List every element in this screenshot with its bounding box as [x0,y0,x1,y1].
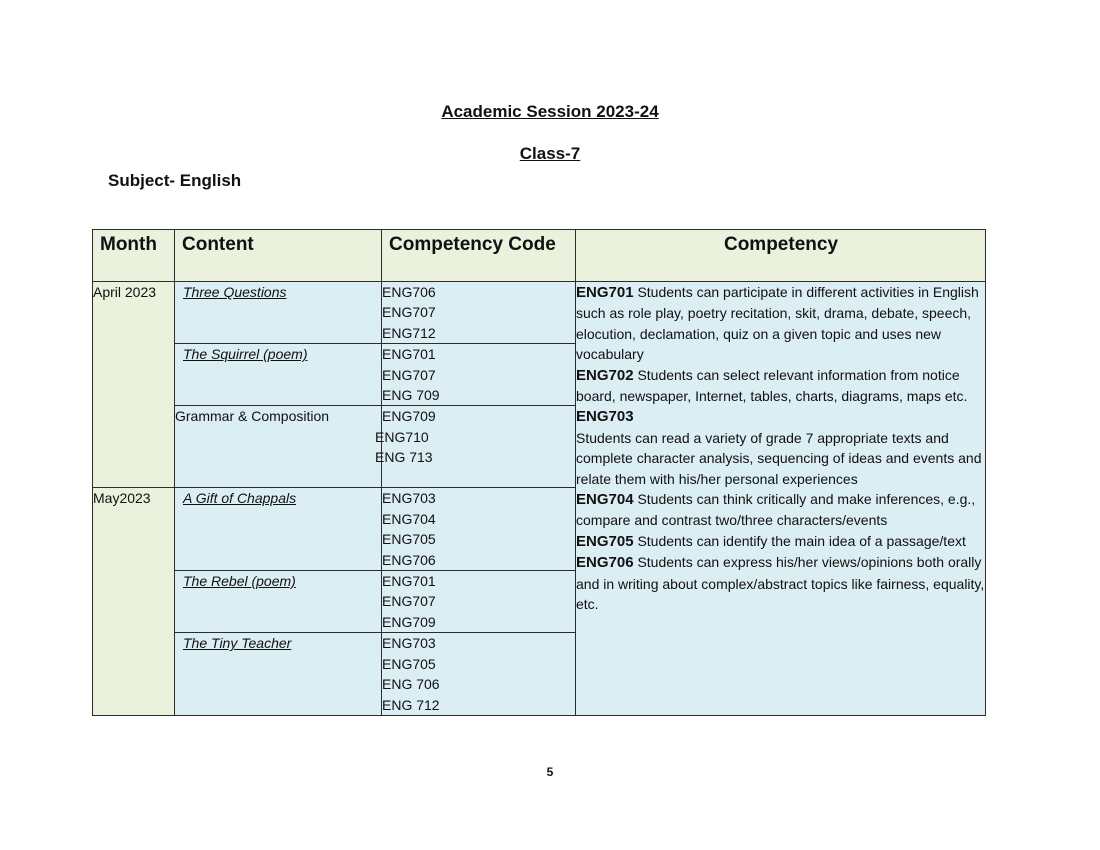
competency-item [576,282,985,365]
lesson-title: Three Questions [183,284,287,300]
competency-item [576,365,985,407]
content-cell [175,344,382,406]
content-cell [175,633,382,716]
code-cell [382,633,576,716]
code-cell [375,406,576,488]
month-cell: April 2023 [93,282,175,488]
table-header-row [93,230,986,282]
competency-code: ENG703 [576,408,634,426]
code-item: ENG712 [382,324,436,341]
code-item: ENG706 [382,551,436,568]
competency-code: ENG704 [576,491,634,509]
competency-code: ENG702 [576,366,634,384]
competency-code: ENG701 [576,284,634,301]
code-item: ENG 713 [375,449,433,466]
content-label: Grammar & Composition [175,408,330,425]
code-item: ENG703 [382,635,436,652]
table-row [93,282,986,344]
code-item: ENG707 [382,304,436,321]
code-item: ENG707 [382,593,436,610]
code-item: ENG706 [382,284,436,300]
competency-text: Students can select relevant information from notice board, newspaper, Internet, tables, charts, diagrams, maps etc. [576,366,968,405]
content-header: Content [175,230,382,282]
code-item: ENG705 [382,655,436,672]
competency-text: Students can participate in different activities in English such as role play, poetry recitation, skit, drama, debate, speech, elocution, declamation, quiz on a given topic and uses new vocabulary [576,284,979,363]
code-cell [382,344,576,406]
code-item: ENG704 [382,510,436,527]
page-number: 5 [546,765,554,779]
month-cell: May2023 [93,488,175,715]
code-cell [382,488,576,571]
subject-label: Subject- English [108,171,242,190]
content-cell [175,488,382,571]
competency-header: Competency [576,230,986,282]
competency-item [576,552,985,614]
code-item: ENG701 [382,346,436,363]
code-item: ENG710 [375,428,429,445]
competency-item [576,406,985,489]
content-cell [175,571,382,633]
page-title: Academic Session 2023-24 [441,102,659,121]
lesson-title: The Rebel (poem) [183,573,296,590]
code-cell [382,282,576,344]
competency-text: Students can identify the main idea of a passage/text [637,532,966,549]
competency-code-header: Competency Code [382,230,576,282]
code-item: ENG709 [382,613,436,630]
code-item: ENG705 [382,531,436,548]
competency-cell [576,282,986,716]
code-item: ENG707 [382,366,436,383]
lesson-title: A Gift of Chappals [183,490,297,507]
code-cell [382,571,576,633]
competency-code: ENG705 [576,532,634,550]
competency-item [576,489,985,531]
code-item: ENG709 [382,408,436,425]
content-cell [175,406,382,488]
code-item: ENG 712 [382,696,440,713]
competency-text: Students can express his/her views/opinions both orally and in writing about complex/abstract topics like fairness, equality, etc. [576,554,985,613]
month-header: Month [93,230,175,282]
code-item: ENG 709 [382,387,440,404]
lesson-title: The Tiny Teacher [183,635,292,652]
competency-text: Students can read a variety of grade 7 appropriate texts and complete character analysis, sequencing of ideas and events and relate them with his/her personal experiences [576,429,982,487]
content-cell [175,282,382,344]
code-item: ENG701 [382,573,436,590]
code-item: ENG703 [382,490,436,507]
syllabus-table [92,229,986,716]
code-item: ENG 706 [382,676,440,693]
competency-text: Students can think critically and make inferences, e.g., compare and contrast two/three characters/events [576,491,976,529]
competency-item [576,531,985,552]
competency-code: ENG706 [576,554,634,572]
lesson-title: The Squirrel (poem) [183,346,308,363]
class-heading: Class-7 [519,144,581,163]
